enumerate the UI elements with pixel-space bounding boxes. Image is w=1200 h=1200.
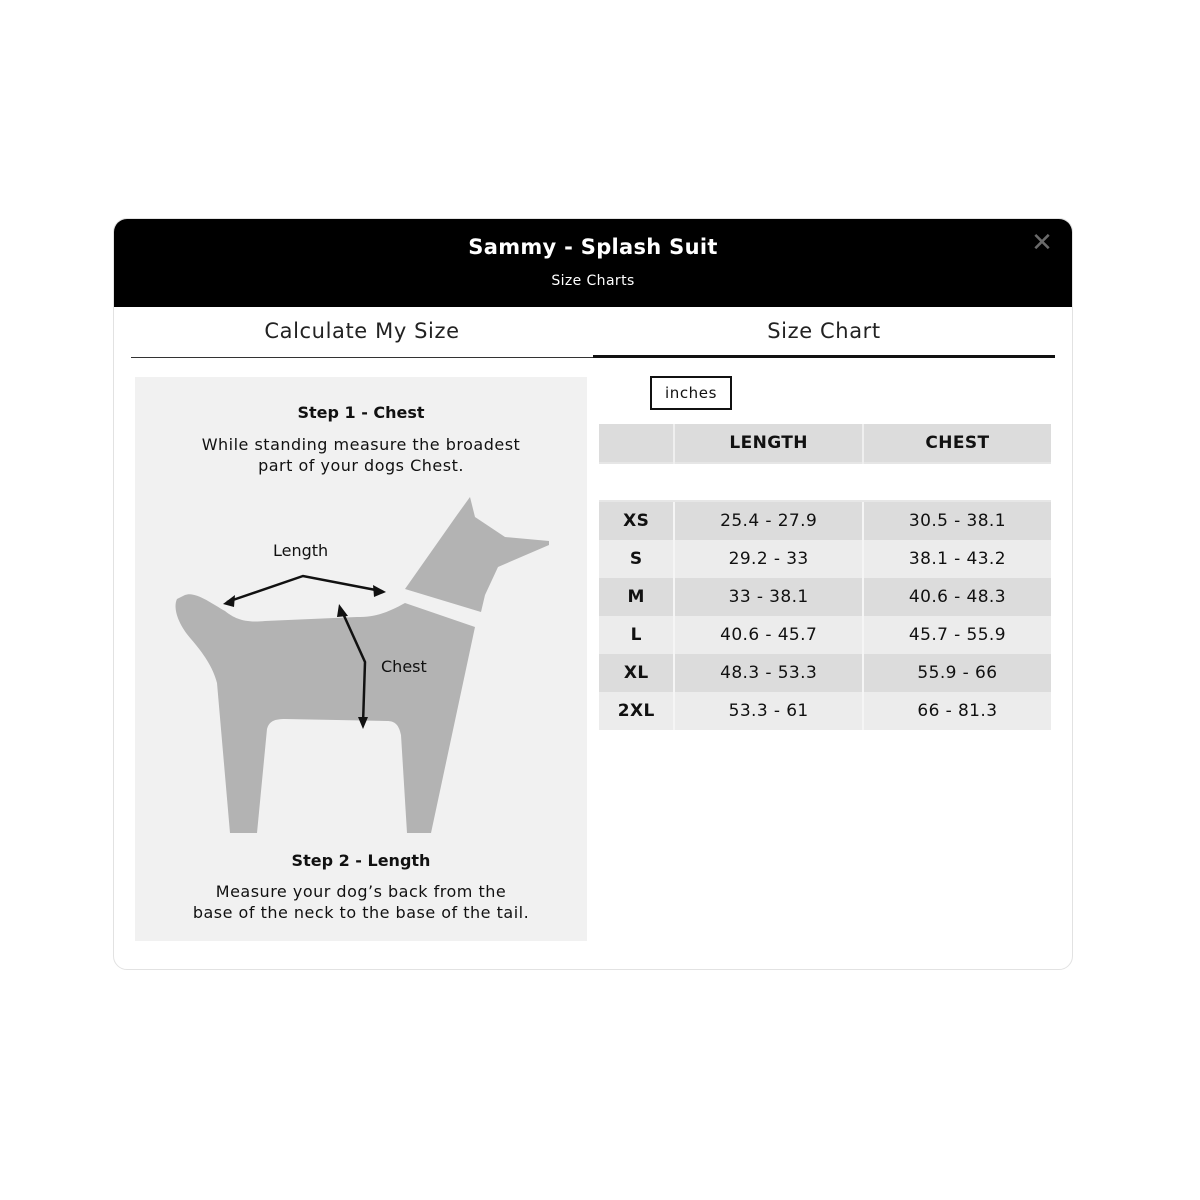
dog-body-shape xyxy=(176,594,475,833)
length-arrow xyxy=(227,576,381,602)
cell-chest: 38.1 - 43.2 xyxy=(863,540,1051,578)
length-arrow-head-left xyxy=(223,595,235,607)
size-chart-table xyxy=(599,424,1051,730)
step2-text-line1: Measure your dog’s back from the xyxy=(215,882,507,901)
step2-text-line2: base of the neck to the base of the tail. xyxy=(192,903,530,922)
close-icon[interactable]: ✕ xyxy=(1031,228,1053,258)
size-chart-modal xyxy=(113,218,1073,970)
measurement-guide xyxy=(135,377,587,941)
table-row xyxy=(599,578,1051,616)
dog-head-shape xyxy=(405,497,549,612)
modal-subtitle: Size Charts xyxy=(551,273,635,289)
cell-size: 2XL xyxy=(599,692,674,730)
cell-size: L xyxy=(599,616,674,654)
cell-size: M xyxy=(599,578,674,616)
cell-chest: 55.9 - 66 xyxy=(863,654,1051,692)
tab-calculate-my-size[interactable]: Calculate My Size xyxy=(131,319,593,358)
table-row xyxy=(599,501,1051,540)
cell-size: XL xyxy=(599,654,674,692)
length-label: Length xyxy=(273,541,329,560)
cell-size: XS xyxy=(599,501,674,540)
cell-length: 48.3 - 53.3 xyxy=(674,654,862,692)
cell-length: 53.3 - 61 xyxy=(674,692,862,730)
chest-arrow-head-bottom xyxy=(358,717,368,729)
header-length: LENGTH xyxy=(674,424,862,463)
table-row xyxy=(599,540,1051,578)
cell-length: 29.2 - 33 xyxy=(674,540,862,578)
step1-text-line2: part of your dogs Chest. xyxy=(258,456,464,475)
cell-chest: 30.5 - 38.1 xyxy=(863,501,1051,540)
table-header-row xyxy=(599,424,1051,463)
chest-arrow-head-top xyxy=(337,604,348,617)
table-spacer-row xyxy=(599,463,1051,501)
cell-chest: 45.7 - 55.9 xyxy=(863,616,1051,654)
cell-chest: 40.6 - 48.3 xyxy=(863,578,1051,616)
header-chest: CHEST xyxy=(863,424,1051,463)
step1-title: Step 1 - Chest xyxy=(297,403,425,422)
cell-length: 40.6 - 45.7 xyxy=(674,616,862,654)
modal-header xyxy=(114,219,1072,307)
cell-length: 33 - 38.1 xyxy=(674,578,862,616)
table-row xyxy=(599,692,1051,730)
length-arrow-head-right xyxy=(373,585,386,597)
tab-size-chart[interactable]: Size Chart xyxy=(593,319,1055,358)
table-row xyxy=(599,616,1051,654)
cell-size: S xyxy=(599,540,674,578)
chest-label: Chest xyxy=(381,657,427,676)
cell-chest: 66 - 81.3 xyxy=(863,692,1051,730)
cell-length: 25.4 - 27.9 xyxy=(674,501,862,540)
step1-text-line1: While standing measure the broadest xyxy=(201,435,521,454)
header-size xyxy=(599,424,674,463)
unit-toggle-button[interactable]: inches xyxy=(650,376,732,410)
step2-title: Step 2 - Length xyxy=(291,851,431,870)
table-row xyxy=(599,654,1051,692)
modal-title: Sammy - Splash Suit xyxy=(468,235,718,259)
